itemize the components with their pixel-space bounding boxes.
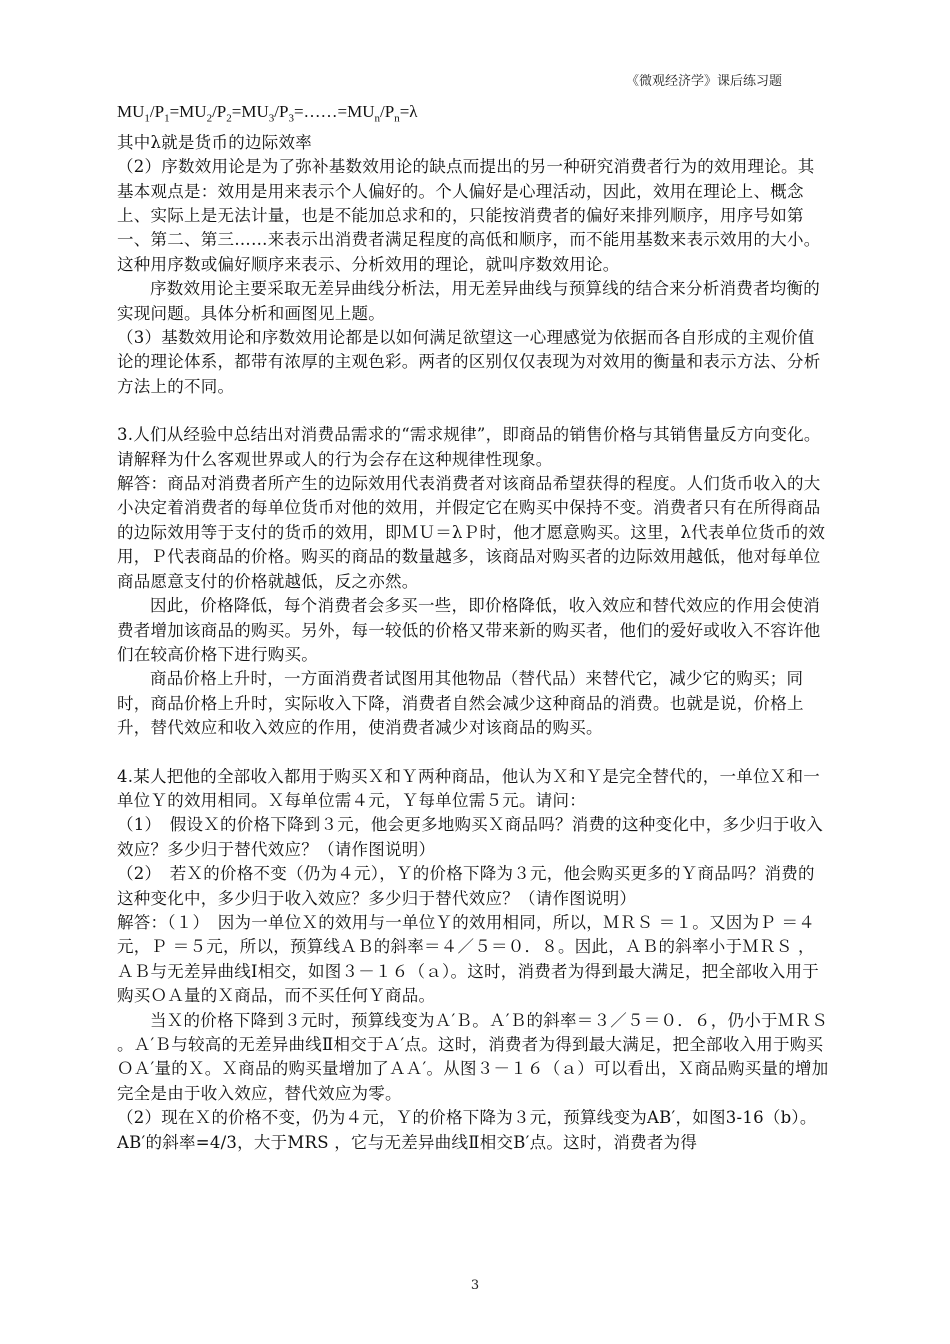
section-gap [117, 399, 829, 423]
question-4-part-1: （1） 假设Ｘ的价格下降到３元，他会更多地购买Ｘ商品吗？消费的这种变化中，多少归于收入效应？多少归于替代效应？（请作图说明） [117, 815, 823, 859]
paragraph-ordinal-utility: （2）序数效用论是为了弥补基数效用论的缺点而提出的另一种研究消费者行为的效用理论。其基本观点是：效用是用来表示个人偏好的。个人偏好是心理活动，因此，效用在理论上、概念上、实际上是无法计量，也是不能加总求和的，只能按消费者的偏好来排列顺序，用序号如第一、第二、第三……来表示出消费者满足程度的高低和顺序，而不能用基数来表示效用的大小。这种用序数或偏好顺序来表示、分析效用的理论，就叫序数效用论。 [117, 157, 821, 274]
question-4: 4.某人把他的全部收入都用于购买Ｘ和Ｙ两种商品，他认为Ｘ和Ｙ是完全替代的，一单位Ｘ和一单位Ｙ的效用相同。Ｘ每单位需４元，Ｙ每单位需５元。请问： [117, 766, 820, 810]
paragraph-lambda-note: 其中λ就是货币的边际效率 [117, 132, 312, 152]
paragraph-indifference-analysis: 序数效用论主要采取无差异曲线分析法，用无差异曲线与预算线的结合来分析消费者均衡的实现问题。具体分析和画图见上题。 [117, 279, 820, 323]
answer-4-part-1: 解答：（１） 因为一单位Ｘ的效用与一单位Ｙ的效用相同，所以，ＭＲＳ ＝１。又因为Ｐ ＝４元，Ｐ ＝５元，所以，预算线ＡＢ的斜率＝４／５＝０．８。因此，ＡＢ的斜率小于ＭＲＳ ，ＡＢ与无差异曲线Ⅰ相交，如图３－１６（ａ）。这时，消费者为得到最大满足，把全部收入用于购买ＯＡ量的Ｘ商品，而不买任何Ｙ商品。 [117, 912, 820, 1006]
answer-4-part-2: （2）现在Ｘ的价格不变，仍为４元，Ｙ的价格下降为３元，预算线变为AB′，如图3-16（b）。AB′的斜率=4/3，大于MRS ，它与无差异曲线Ⅱ相交B′点。这时，消费者为得 [117, 1108, 817, 1152]
answer-3-continued-2: 商品价格上升时，一方面消费者试图用其他物品（替代品）来替代它，减少它的购买；同时，商品价格上升时，实际收入下降，消费者自然会减少这种商品的消费。也就是说，价格上升，替代效应和收入效应的作用，使消费者减少对该商品的购买。 [117, 669, 804, 738]
paragraph-comparison: （3）基数效用论和序数效用论都是以如何满足欲望这一心理感觉为依据而各自形成的主观价值论的理论体系，都带有浓厚的主观色彩。两者的区别仅仅表现为对效用的衡量和表示方法、分析方法上的不同。 [117, 328, 821, 396]
question-3: 3.人们从经验中总结出对消费品需求的“需求规律”，即商品的销售价格与其销售量反方向变化。请解释为什么客观世界或人的行为会存在这种规律性现象。 [117, 425, 821, 469]
section-gap [117, 741, 829, 765]
answer-3: 解答：商品对消费者所产生的边际效用代表消费者对该商品希望获得的程度。人们货币收入的大小决定着消费者的每单位货币对他的效用，并假定它在购买中保持不变。消费者只有在所得商品的边际效用等于支付的货币的效用，即ＭＵ＝λＰ时，他才愿意购买。这里，λ代表单位货币的效用，Ｐ代表商品的价格。购买的商品的数量越多，该商品对购买者的边际效用越低，他对每单位商品愿意支付的价格就越低，反之亦然。 [117, 474, 826, 591]
page-body [117, 100, 829, 1155]
question-4-part-2: （2） 若Ｘ的价格不变（仍为４元），Ｙ的价格下降为３元，他会购买更多的Ｙ商品吗？消费的这种变化中，多少归于收入效应？多少归于替代效应？（请作图说明） [117, 864, 815, 908]
page-number: 3 [470, 1278, 480, 1293]
running-header: 《微观经济学》课后练习题 [625, 74, 782, 89]
answer-4-part-1-continued: 当Ｘ的价格下降到３元时，预算线变为Ａ′Ｂ。Ａ′Ｂ的斜率＝３／５＝０．６，仍小于ＭＲＳ 。Ａ′Ｂ与较高的无差异曲线Ⅱ相交于Ａ′点。这时，消费者为得到最大满足，把全部收入用于购买ＯＡ′量的Ｘ。Ｘ商品的购买量增加了ＡＡ′。从图３－１６（ａ）可以看出，Ｘ商品购买量的增加完全是由于收入效应，替代效应为零。 [117, 1010, 829, 1103]
answer-3-continued-1: 因此，价格降低，每个消费者会多买一些，即价格降低，收入效应和替代效应的作用会使消费者增加该商品的购买。另外，每一较低的价格又带来新的购买者，他们的爱好或收入不容许他们在较高价格下进行购买。 [117, 596, 821, 664]
equimarginal-formula: $MU_1/P_1=MU_2/P_2=MU_3/P_3=\dots\dots=MU_n/P_n=\lambda$ [117, 102, 418, 125]
